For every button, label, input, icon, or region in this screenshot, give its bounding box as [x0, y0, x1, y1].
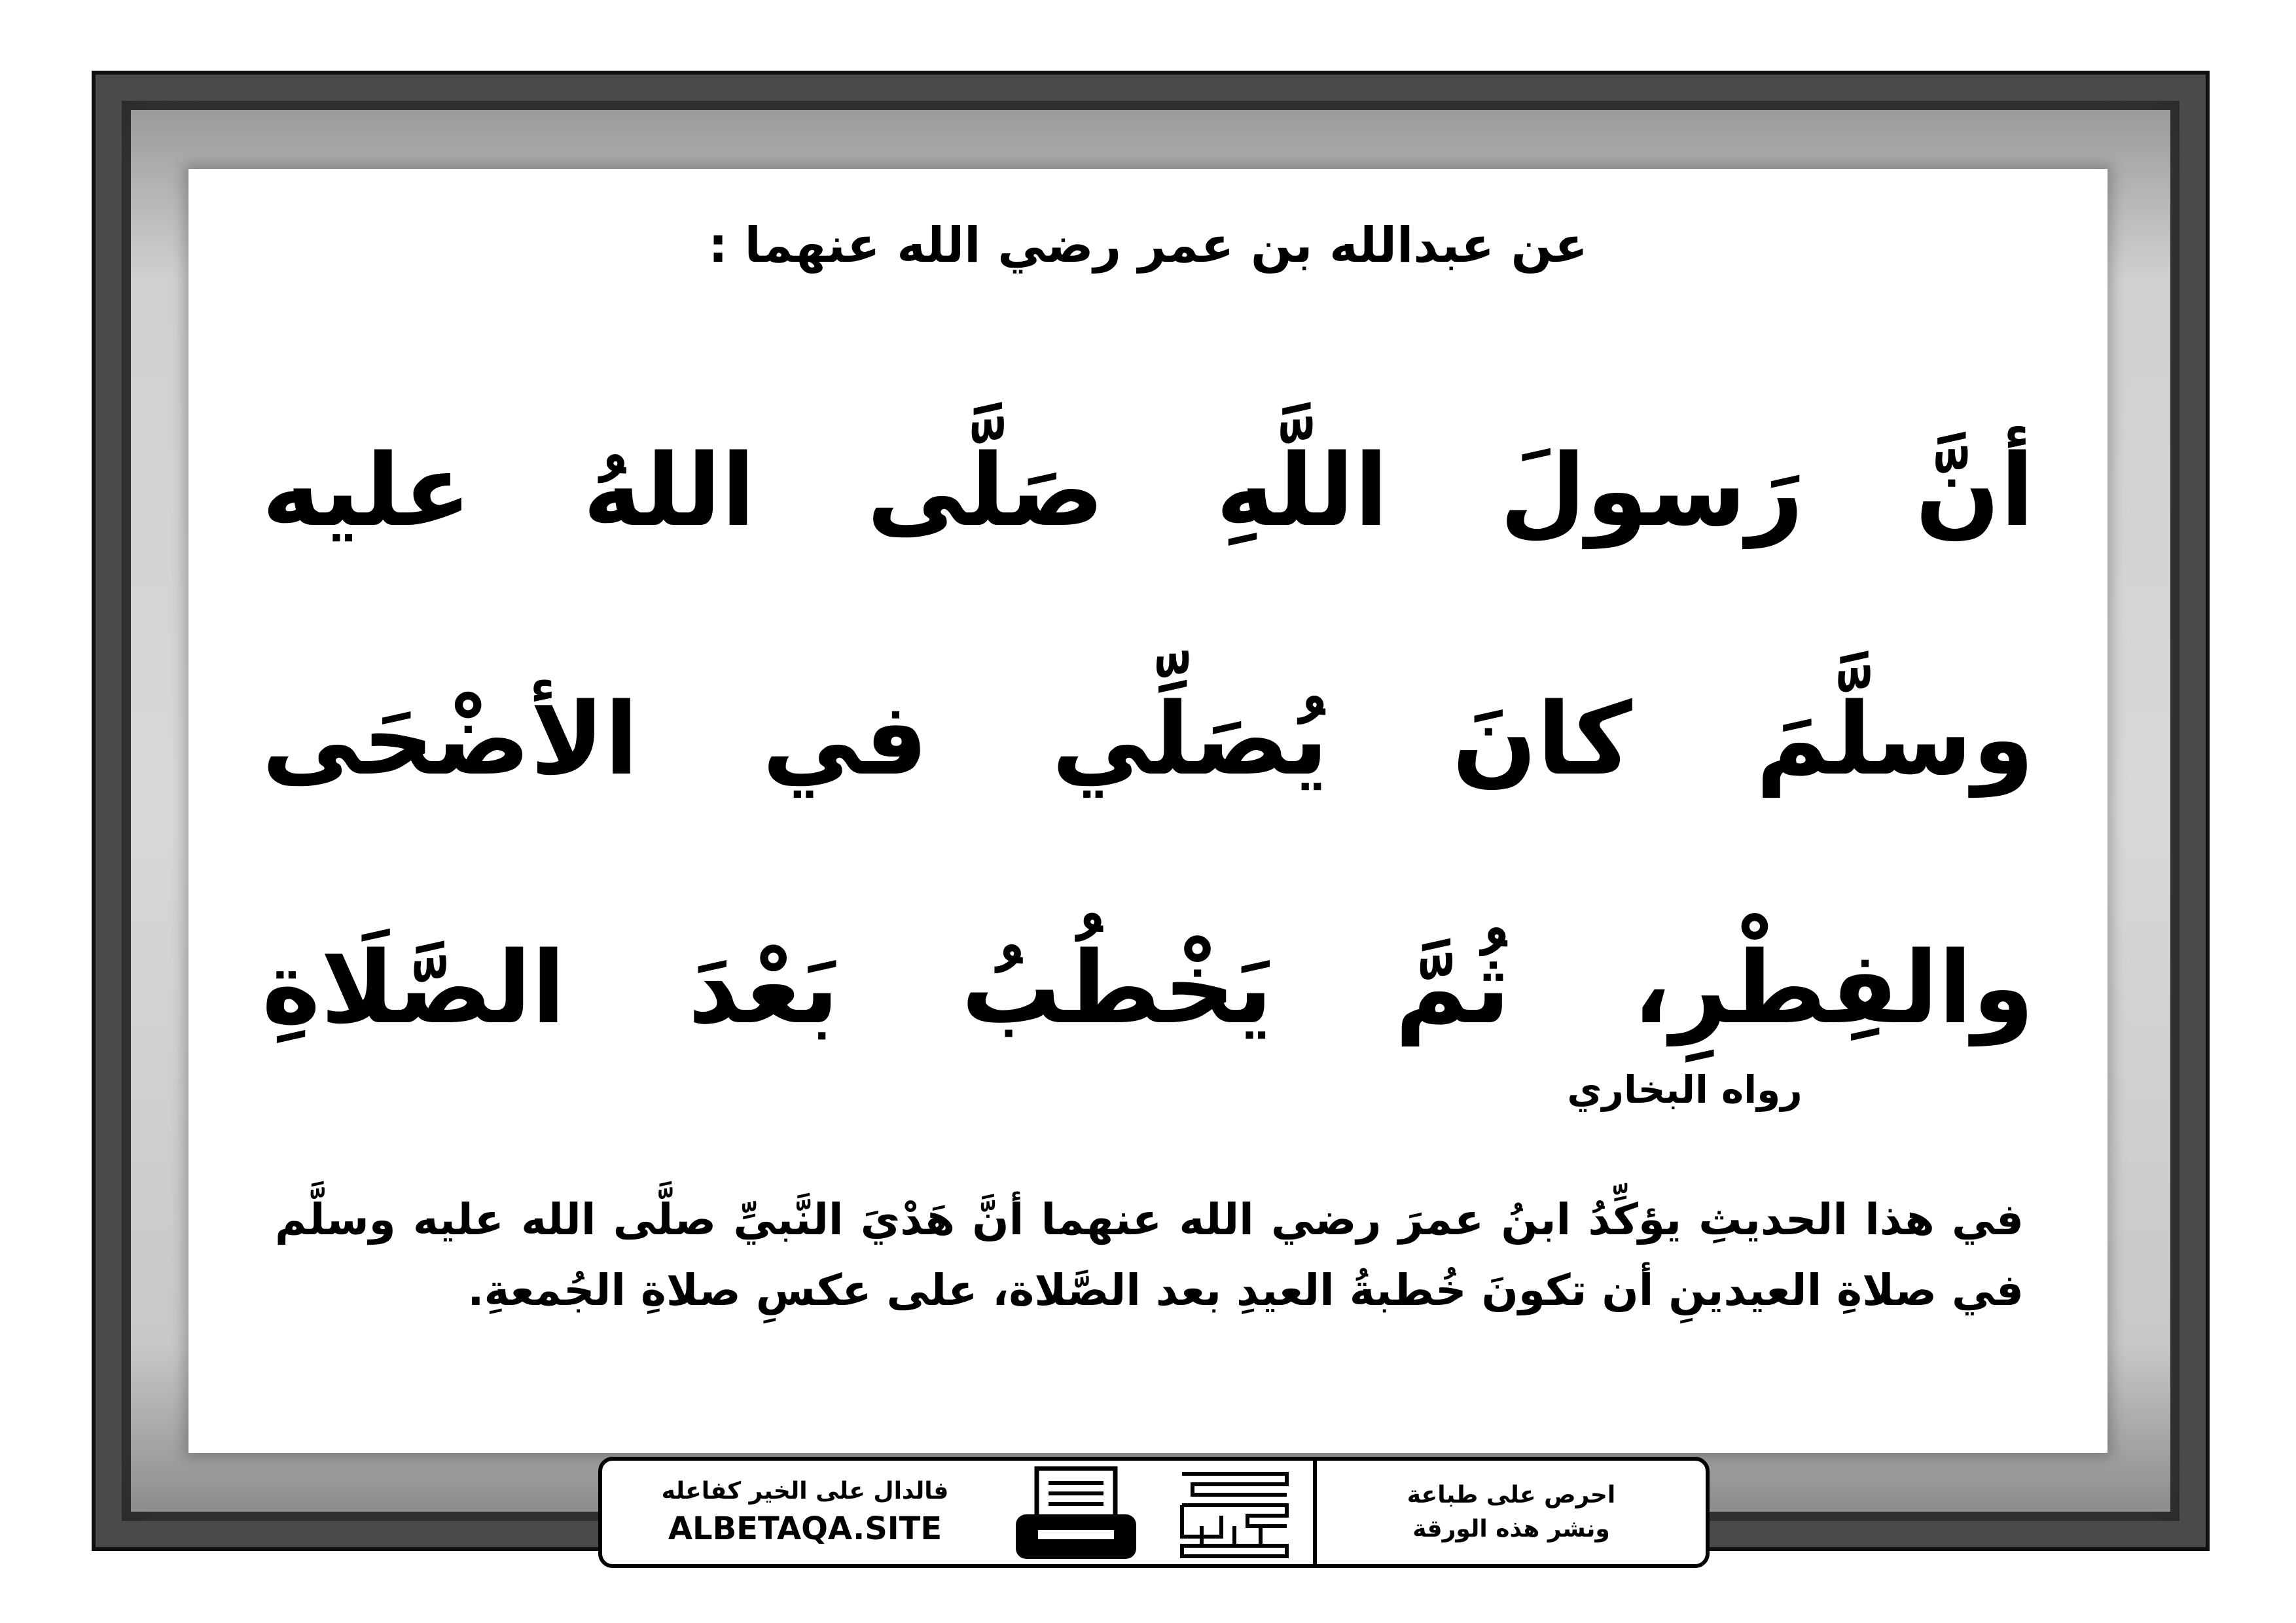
footer-bar [598, 1457, 1710, 1568]
hadith-line-3: والفِطْرِ، ثُمَّ يَخْطُبُ بَعْدَ الصَّلَاةِ [262, 930, 2034, 1046]
footer-site-link[interactable]: ALBETAQA.SITE [668, 1510, 942, 1547]
hadith-line-2: وسلَّمَ كانَ يُصَلِّي في الأضْحَى [262, 681, 2034, 797]
footer-notice-block [1313, 1461, 1706, 1564]
printer-icon [1011, 1466, 1141, 1563]
hadith-text [262, 366, 2034, 1113]
footer-tagline: فالدال على الخير كفاعله [661, 1478, 949, 1505]
footer-site-block [602, 1461, 1008, 1564]
hadith-source: رواه البخاري [1567, 1067, 1803, 1112]
hadith-line-1: أنَّ رَسولَ اللَّهِ صَلَّى اللهُ عليه [262, 433, 2034, 548]
footer-notice-line-2: ونشر هذه الورقة [1412, 1516, 1610, 1543]
footer-notice-line-1: احرص على طباعة [1407, 1482, 1616, 1508]
explanation-text: في هذا الحديثِ يؤكِّدُ ابنُ عمرَ رضي الله عنهما أنَّ هَدْيَ النَّبيِّ صلَّى الله عليه وسلَّم في صلاةِ العيدينِ أن تكونَ خُطبةُ العيدِ بعد الصَّلاة، على عكسِ صلاةِ الجُمعةِ. [275, 1194, 2024, 1315]
narrator-line: عن عبدالله بن عمر رضي الله عنهما : [708, 217, 1588, 274]
kufic-logo-icon [1169, 1465, 1300, 1563]
